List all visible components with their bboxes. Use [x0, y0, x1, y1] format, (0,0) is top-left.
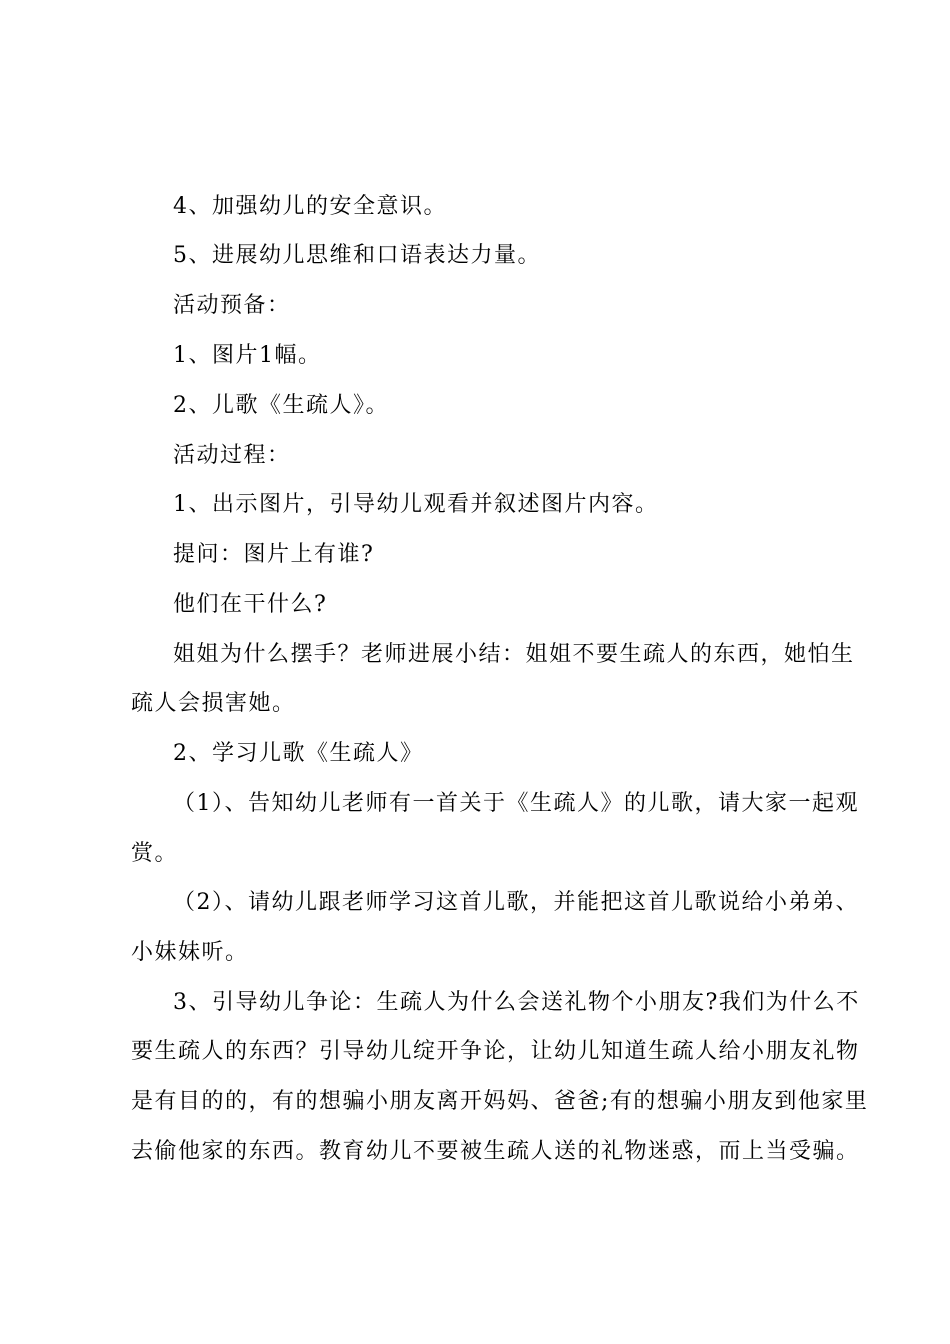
text-line: 1、图片1幅。: [173, 343, 322, 368]
text-line: 2、儿歌《生疏人》。: [173, 393, 389, 418]
text-line: 是有目的的，有的想骗小朋友离开妈妈、爸爸;有的想骗小朋友到他家里: [131, 1089, 869, 1114]
text-line: 1、出示图片，引导幼儿观看并叙述图片内容。: [173, 492, 659, 517]
text-line: 小妹妹听。: [131, 940, 249, 965]
text-line: 4、加强幼儿的安全意识。: [173, 194, 447, 219]
text-line: 活动过程：: [173, 443, 291, 468]
text-line: 他们在干什么?: [173, 592, 328, 617]
text-line: 2、学习儿歌《生疏人》: [173, 741, 424, 766]
text-line: 去偷他家的东西。教育幼儿不要被生疏人送的礼物迷惑，而上当受骗。: [131, 1139, 860, 1164]
text-line: 提问：图片上有谁?: [173, 542, 375, 567]
text-line: 3、引导幼儿争论：生疏人为什么会送礼物个小朋友?我们为什么不: [173, 990, 860, 1015]
text-line: （2）、请幼儿跟老师学习这首儿歌，并能把这首儿歌说给小弟弟、: [173, 890, 859, 915]
text-line: 姐姐为什么摆手？老师进展小结：姐姐不要生疏人的东西，她怕生: [173, 642, 855, 667]
text-line: 要生疏人的东西？引导幼儿绽开争论，让幼儿知道生疏人给小朋友礼物: [131, 1039, 860, 1064]
text-line: 5、进展幼儿思维和口语表达力量。: [173, 243, 541, 268]
text-line: （1）、告知幼儿老师有一首关于《生疏人》的儿歌，请大家一起观: [173, 791, 859, 816]
text-line: 疏人会损害她。: [131, 691, 296, 716]
text-line: 赏。: [131, 841, 179, 866]
text-line: 活动预备：: [173, 293, 291, 318]
